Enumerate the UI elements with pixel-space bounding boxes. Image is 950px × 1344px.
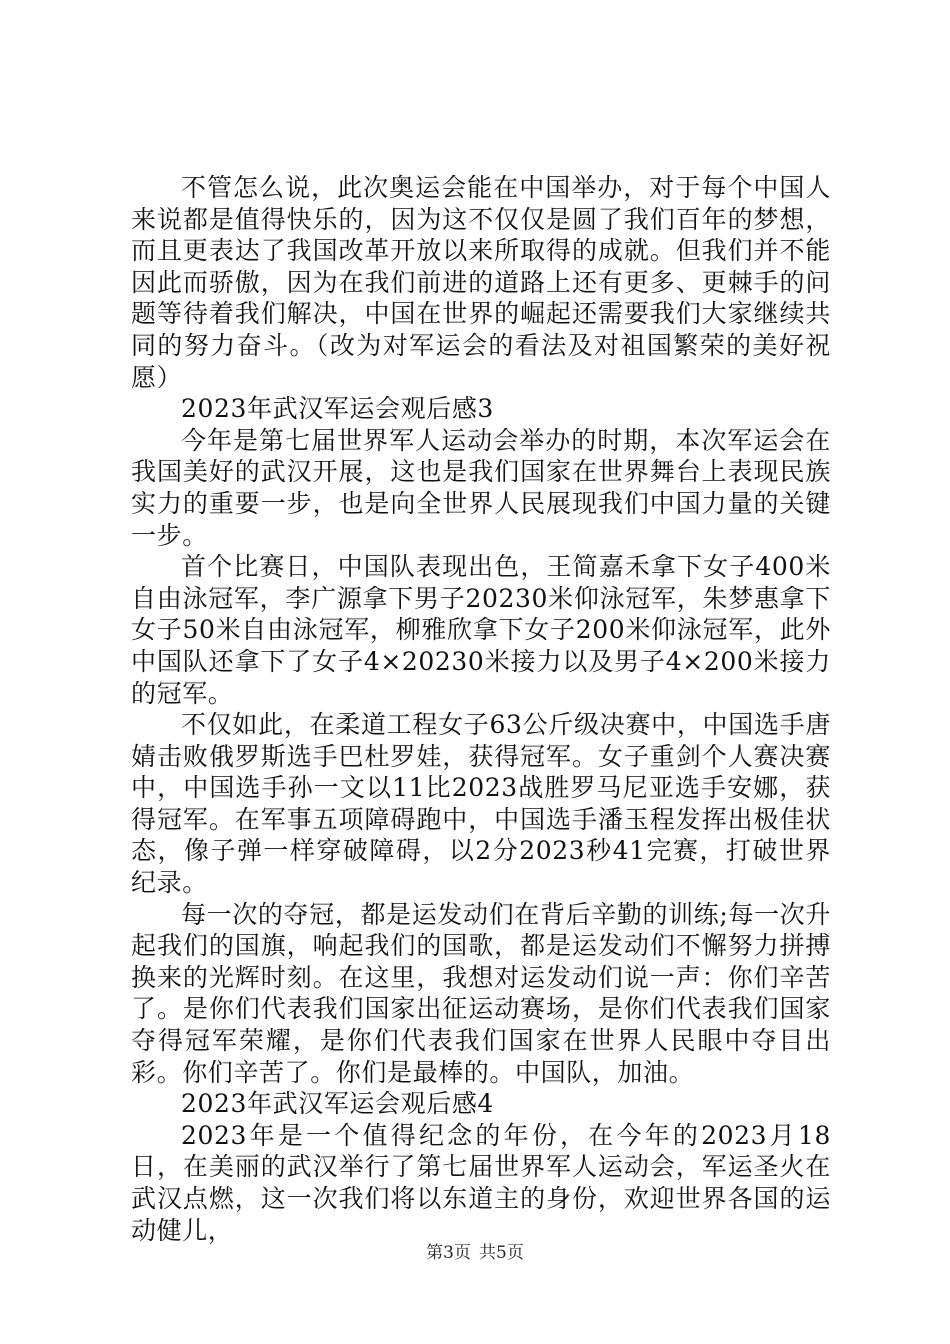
page-total: 共5页 — [479, 1243, 524, 1263]
page-number: 第3页 — [426, 1243, 471, 1263]
section-heading-3: 2023年武汉军运会观后感3 — [181, 394, 494, 424]
paragraph-4: 不仅如此，在柔道工程女子63公斤级决赛中，中国选手唐婧击败俄罗斯选手巴杜罗娃，获得冠军。女子重剑个人赛决赛中，中国选手孙一文以11比2023战胜罗马尼亚选手安娜，获得冠军。在军事五项障碍跑中，中国选手潘玉程发挥出极佳状态，像子弹一样穿破障碍，以2分2023秒41完赛，打破世界纪录。 — [131, 710, 831, 898]
paragraph-1: 不管怎么说，此次奥运会能在中国举办，对于每个中国人来说都是值得快乐的，因为这不仅仅是圆了我们百年的梦想，而且更表达了我国改革开放以来所取得的成就。但我们并不能因此而骄傲，因为在我们前进的道路上还有更多、更棘手的问题等待着我们解决，中国在世界的崛起还需要我们大家继续共同的努力奋斗。（改为对军运会的看法及对祖国繁荣的美好祝愿） — [131, 173, 831, 392]
section-heading-4: 2023年武汉军运会观后感4 — [181, 1089, 494, 1119]
paragraph-6: 2023年是一个值得纪念的年份，在今年的2023月18日，在美丽的武汉举行了第七届世界军人运动会，军运圣火在武汉点燃，这一次我们将以东道主的身份，欢迎世界各国的运动健儿， — [131, 1120, 831, 1245]
paragraph-3: 首个比赛日，中国队表现出色，王简嘉禾拿下女子400米自由泳冠军，李广源拿下男子20230米仰泳冠军，朱梦惠拿下女子50米自由泳冠军，柳雅欣拿下女子200米仰泳冠军，此外中国队还拿下了女子4×20230米接力以及男子4×200米接力的冠军。 — [131, 552, 831, 708]
paragraph-2: 今年是第七届世界军人运动会举办的时期，本次军运会在我国美好的武汉开展，这也是我们国家在世界舞台上表现民族实力的重要一步，也是向全世界人民展现我们中国力量的关键一步。 — [131, 425, 831, 550]
paragraph-5: 每一次的夺冠，都是运发动们在背后辛勤的训练;每一次升起我们的国旗，响起我们的国歌，都是运发动们不懈努力拼搏换来的光辉时刻。在这里，我想对运发动们说一声：你们辛苦了。是你们代表我们国家出征运动赛场，是你们代表我们国家夺得冠军荣耀，是你们代表我们国家在世界人民眼中夺目出彩。你们辛苦了。你们是最棒的。中国队，加油。 — [131, 899, 831, 1087]
page-footer — [0, 1243, 950, 1263]
document-body — [131, 172, 831, 1246]
